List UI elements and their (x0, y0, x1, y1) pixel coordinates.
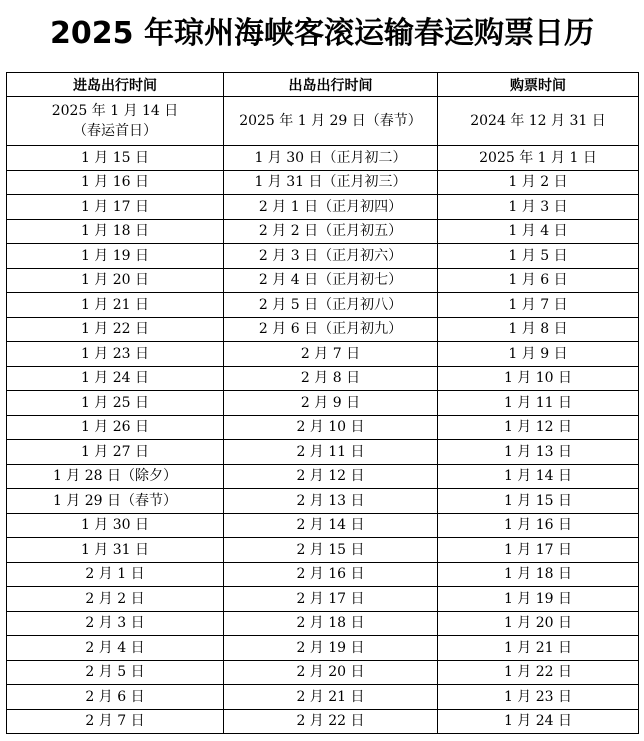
entry-date-cell: 2 月 3 日 (7, 611, 224, 636)
entry-date-cell: 1 月 19 日 (7, 244, 224, 269)
exit-date-cell: 2 月 14 日 (224, 513, 438, 538)
entry-date-cell: 1 月 24 日 (7, 366, 224, 391)
entry-date-cell: 1 月 31 日 (7, 538, 224, 563)
table-row (7, 244, 639, 269)
exit-date-cell: 2 月 19 日 (224, 636, 438, 661)
exit-date-cell: 1 月 30 日（正月初二） (224, 146, 438, 171)
entry-date-cell: 1 月 25 日 (7, 391, 224, 416)
table-row (7, 342, 639, 367)
entry-date-cell: 2 月 1 日 (7, 562, 224, 587)
purchase-date-cell: 1 月 12 日 (438, 415, 639, 440)
exit-date-cell: 2 月 6 日（正月初九） (224, 317, 438, 342)
entry-date-cell: 1 月 16 日 (7, 170, 224, 195)
table-row (7, 611, 639, 636)
purchase-date-cell: 1 月 5 日 (438, 244, 639, 269)
purchase-date-cell: 1 月 19 日 (438, 587, 639, 612)
table-row (7, 97, 639, 146)
table-row (7, 660, 639, 685)
table-row (7, 195, 639, 220)
table-row (7, 293, 639, 318)
exit-date-cell: 2 月 10 日 (224, 415, 438, 440)
purchase-date-cell: 1 月 15 日 (438, 489, 639, 514)
exit-date-cell: 2 月 12 日 (224, 464, 438, 489)
entry-date-cell: 1 月 28 日（除夕） (7, 464, 224, 489)
purchase-date-cell: 1 月 11 日 (438, 391, 639, 416)
table-row (7, 366, 639, 391)
exit-date-cell: 2 月 17 日 (224, 587, 438, 612)
purchase-date-cell: 1 月 4 日 (438, 219, 639, 244)
purchase-date-cell: 1 月 2 日 (438, 170, 639, 195)
entry-date-line2: （春运首日） (73, 123, 157, 139)
ticket-calendar-table (6, 72, 639, 734)
exit-date-cell: 2 月 4 日（正月初七） (224, 268, 438, 293)
purchase-date-cell: 1 月 24 日 (438, 709, 639, 734)
exit-date-cell: 2 月 13 日 (224, 489, 438, 514)
purchase-date-cell: 1 月 7 日 (438, 293, 639, 318)
table-row (7, 636, 639, 661)
entry-date-cell: 1 月 29 日（春节） (7, 489, 224, 514)
entry-date-cell: 1 月 18 日 (7, 219, 224, 244)
entry-date-cell: 1 月 22 日 (7, 317, 224, 342)
entry-date-cell: 2 月 4 日 (7, 636, 224, 661)
purchase-date-cell: 1 月 6 日 (438, 268, 639, 293)
entry-date-line1: 2025 年 1 月 14 日 (51, 103, 179, 119)
table-row (7, 440, 639, 465)
exit-date-cell: 2 月 8 日 (224, 366, 438, 391)
purchase-date-cell: 1 月 14 日 (438, 464, 639, 489)
entry-date-cell: 1 月 23 日 (7, 342, 224, 367)
purchase-date-cell: 2025 年 1 月 1 日 (438, 146, 639, 171)
table-row (7, 538, 639, 563)
exit-date-cell: 2 月 2 日（正月初五） (224, 219, 438, 244)
purchase-date-cell: 2024 年 12 月 31 日 (438, 97, 639, 146)
header-exit-time: 出岛出行时间 (224, 73, 438, 97)
exit-date-cell: 2 月 22 日 (224, 709, 438, 734)
exit-date-cell: 2 月 20 日 (224, 660, 438, 685)
purchase-date-cell: 1 月 8 日 (438, 317, 639, 342)
exit-date-cell: 2 月 11 日 (224, 440, 438, 465)
table-row (7, 317, 639, 342)
table-row (7, 268, 639, 293)
table-row (7, 170, 639, 195)
table-row (7, 391, 639, 416)
entry-date-cell: 2 月 5 日 (7, 660, 224, 685)
exit-date-cell: 1 月 31 日（正月初三） (224, 170, 438, 195)
exit-date-cell: 2 月 3 日（正月初六） (224, 244, 438, 269)
entry-date-cell: 1 月 30 日 (7, 513, 224, 538)
entry-date-cell: 1 月 21 日 (7, 293, 224, 318)
purchase-date-cell: 1 月 20 日 (438, 611, 639, 636)
purchase-date-cell: 1 月 18 日 (438, 562, 639, 587)
table-row (7, 587, 639, 612)
table-row (7, 685, 639, 710)
table-row (7, 562, 639, 587)
entry-date-cell (7, 97, 224, 146)
header-purchase-time: 购票时间 (438, 73, 639, 97)
exit-date-cell: 2 月 9 日 (224, 391, 438, 416)
exit-date-cell: 2 月 18 日 (224, 611, 438, 636)
exit-date-cell: 2 月 7 日 (224, 342, 438, 367)
entry-date-cell: 1 月 15 日 (7, 146, 224, 171)
entry-date-cell: 1 月 17 日 (7, 195, 224, 220)
purchase-date-cell: 1 月 16 日 (438, 513, 639, 538)
purchase-date-cell: 1 月 9 日 (438, 342, 639, 367)
entry-date-cell: 2 月 2 日 (7, 587, 224, 612)
exit-date-cell: 2 月 5 日（正月初八） (224, 293, 438, 318)
purchase-date-cell: 1 月 21 日 (438, 636, 639, 661)
exit-date-cell: 2025 年 1 月 29 日（春节） (224, 97, 438, 146)
exit-date-cell: 2 月 21 日 (224, 685, 438, 710)
exit-date-cell: 2 月 16 日 (224, 562, 438, 587)
exit-date-cell: 2 月 15 日 (224, 538, 438, 563)
entry-date-cell: 1 月 26 日 (7, 415, 224, 440)
table-row (7, 464, 639, 489)
table-header-row (7, 73, 639, 97)
purchase-date-cell: 1 月 3 日 (438, 195, 639, 220)
table-row (7, 146, 639, 171)
purchase-date-cell: 1 月 10 日 (438, 366, 639, 391)
exit-date-cell: 2 月 1 日（正月初四） (224, 195, 438, 220)
purchase-date-cell: 1 月 13 日 (438, 440, 639, 465)
table-row (7, 489, 639, 514)
purchase-date-cell: 1 月 23 日 (438, 685, 639, 710)
table-row (7, 415, 639, 440)
purchase-date-cell: 1 月 17 日 (438, 538, 639, 563)
table-row (7, 709, 639, 734)
table-row (7, 513, 639, 538)
table-row (7, 219, 639, 244)
header-entry-time: 进岛出行时间 (7, 73, 224, 97)
entry-date-cell: 2 月 6 日 (7, 685, 224, 710)
entry-date-cell: 1 月 27 日 (7, 440, 224, 465)
entry-date-cell: 2 月 7 日 (7, 709, 224, 734)
purchase-date-cell: 1 月 22 日 (438, 660, 639, 685)
entry-date-cell: 1 月 20 日 (7, 268, 224, 293)
page-title: 2025 年琼州海峡客滚运输春运购票日历 (50, 16, 594, 51)
